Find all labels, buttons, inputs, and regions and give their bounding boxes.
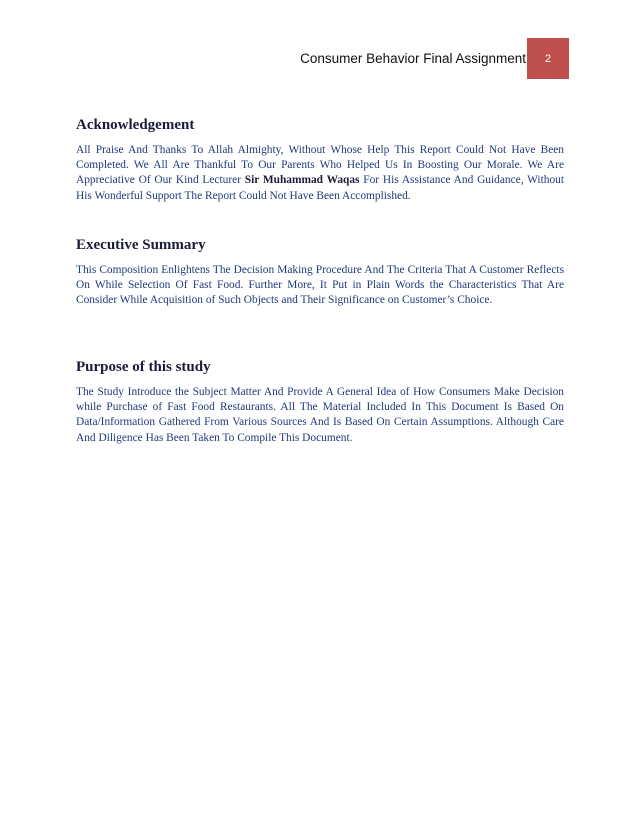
page-number-badge (527, 38, 569, 79)
acknowledgement-heading: Acknowledgement (76, 117, 195, 133)
purpose-heading: Purpose of this study (76, 359, 211, 375)
purpose-text: The Study Introduce the Subject Matter And Provide A General Idea of How Consumers Make Decision while Purchase of Fast Food Restaurants. All The Material Included In This Document Is Based On Data/Information Gathered From Various Sources And Is Based On Certain Assumptions. Although Care And Diligence Has Been Taken To Compile This Document. (76, 386, 564, 444)
header-title: Consumer Behavior Final Assignment (300, 51, 526, 66)
page-number: 2 (544, 52, 552, 65)
ack-text-before: All Praise And Thanks To Allah Almighty, Without Whose Help This Report Could Not Have Been Completed. We All Are Thankful To Our Parents Who Helped Us In Boosting Our Morale. We Are Appreciative Of Our Kind Lecturer (76, 144, 564, 187)
executive-summary-text: This Composition Enlightens The Decision Making Procedure And The Criteria That A Customer Reflects On While Selection Of Fast Food. Further More, It Put in Plain Words the Characteristics That Are Consider While Acquisition of Such Objects and Their Significance on Customer’s Choice. (76, 264, 564, 307)
executive-summary-section (76, 237, 564, 309)
ack-text-after: For His Assistance And Guidance, Without His Wonderful Support The Report Could Not Have Been Accomplished. (76, 174, 564, 202)
lecturer-name: Sir Muhammad Waqas (244, 174, 360, 187)
acknowledgement-section (76, 117, 564, 204)
purpose-section (76, 359, 564, 446)
acknowledgement-text (76, 143, 564, 204)
executive-summary-heading: Executive Summary (76, 237, 206, 253)
